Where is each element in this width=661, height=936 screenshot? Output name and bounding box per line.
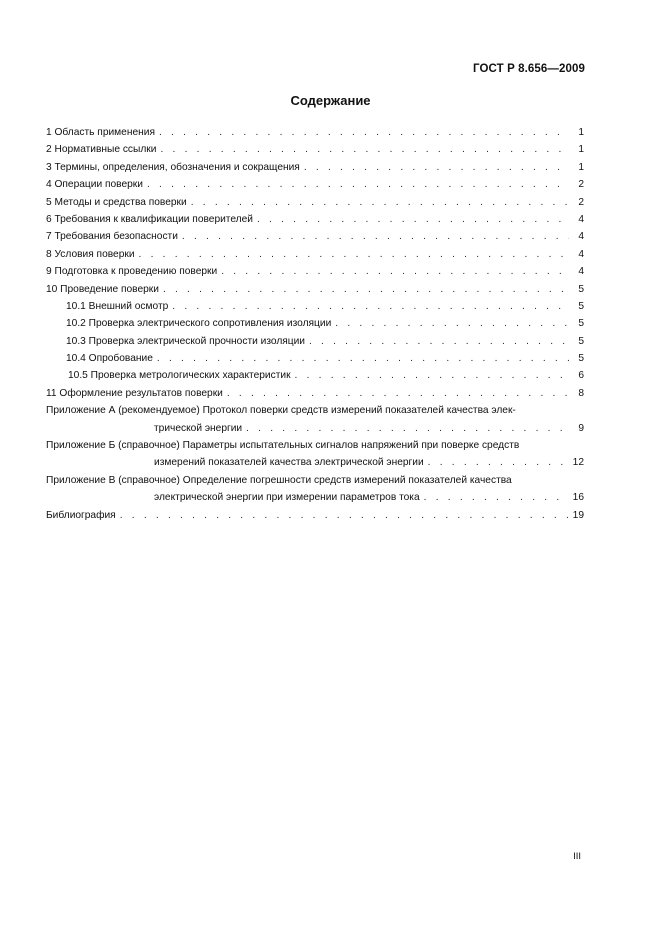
leader-dots <box>159 124 569 141</box>
leader-dots <box>191 194 569 211</box>
page-number: III <box>573 851 581 862</box>
toc-entry-3[interactable] <box>46 159 584 176</box>
toc-entry-page: 19 <box>572 509 584 521</box>
leader-dots <box>309 333 569 350</box>
toc-entry-6[interactable] <box>46 211 584 228</box>
appendix-title-line: Приложение А (рекомендуемое) Протокол поверки средств измерений показателей качества элек- <box>46 405 516 417</box>
leader-dots <box>424 489 569 506</box>
toc-entry-label: 8 Условия поверки <box>46 248 135 260</box>
appendix-continuation <box>46 420 584 437</box>
toc-entry-page: 6 <box>578 370 584 382</box>
appendix-continuation <box>46 489 584 506</box>
toc-entry-page: 4 <box>578 248 584 260</box>
toc-entry-label: 9 Подготовка к проведению поверки <box>46 266 218 278</box>
toc-entry-page: 5 <box>578 300 584 312</box>
toc-entry-page: 4 <box>578 213 584 225</box>
leader-dots <box>304 159 569 176</box>
toc-entry-10-3[interactable] <box>46 333 584 350</box>
toc-entry-10-5[interactable] <box>46 367 584 384</box>
leader-dots <box>246 420 569 437</box>
toc-entry-label: 6 Требования к квалификации поверителей <box>46 213 253 225</box>
toc-entry-label: 10.5 Проверка метрологических характеристик <box>68 370 291 382</box>
leader-dots <box>182 228 569 245</box>
leader-dots <box>428 454 569 471</box>
toc-entry-8[interactable] <box>46 246 584 263</box>
toc-entry-page: 8 <box>578 387 584 399</box>
toc-entry-label: 10.2 Проверка электрического сопротивления изоляции <box>66 318 332 330</box>
leader-dots <box>139 246 569 263</box>
toc-entry-label: 11 Оформление результатов поверки <box>46 387 223 399</box>
table-of-contents <box>46 124 584 524</box>
toc-appendix-b[interactable] <box>46 437 584 472</box>
toc-title: Содержание <box>290 93 371 108</box>
toc-entry-page: 1 <box>578 161 584 173</box>
toc-entry-11[interactable] <box>46 385 584 402</box>
toc-entry-label: 10.1 Внешний осмотр <box>66 300 169 312</box>
leader-dots <box>295 367 569 384</box>
toc-entry-7[interactable] <box>46 228 584 245</box>
toc-entry-10-2[interactable] <box>46 315 584 332</box>
leader-dots <box>227 385 569 402</box>
toc-entry-4[interactable] <box>46 176 584 193</box>
appendix-continuation <box>46 454 584 471</box>
toc-entry-page: 5 <box>578 283 584 295</box>
toc-entry-label: 3 Термины, определения, обозначения и сокращения <box>46 161 300 173</box>
toc-entry-label: 4 Операции поверки <box>46 179 143 191</box>
toc-entry-label: Библиография <box>46 509 116 521</box>
toc-entry-page: 2 <box>578 179 584 191</box>
toc-entry-label: 10 Проведение поверки <box>46 283 159 295</box>
leader-dots <box>147 176 569 193</box>
toc-entry-page: 1 <box>578 127 584 138</box>
toc-entry-label: 10.4 Опробование <box>66 353 153 365</box>
toc-entry-1[interactable] <box>46 124 584 141</box>
toc-entry-10[interactable] <box>46 281 584 298</box>
toc-entry-9[interactable] <box>46 263 584 280</box>
toc-entry-2[interactable] <box>46 141 584 158</box>
toc-entry-label: 10.3 Проверка электрической прочности изоляции <box>66 335 305 347</box>
leader-dots <box>163 281 569 298</box>
toc-entry-label: 7 Требования безопасности <box>46 231 178 243</box>
appendix-title-continuation: измерений показателей качества электрической энергии <box>154 457 424 469</box>
toc-entry-page: 4 <box>578 266 584 278</box>
leader-dots <box>157 350 569 367</box>
toc-entry-10-4[interactable] <box>46 350 584 367</box>
toc-entry-page: 5 <box>578 335 584 347</box>
toc-entry-10-1[interactable] <box>46 298 584 315</box>
leader-dots <box>172 298 569 315</box>
toc-entry-label: 1 Область применения <box>46 127 155 138</box>
toc-entry-bibliography[interactable] <box>46 507 584 524</box>
toc-entry-page: 5 <box>578 318 584 330</box>
toc-entry-label: 5 Методы и средства поверки <box>46 196 187 208</box>
toc-appendix-a[interactable] <box>46 402 584 437</box>
toc-entry-page: 16 <box>572 492 584 504</box>
leader-dots <box>221 263 569 280</box>
leader-dots <box>160 141 569 158</box>
toc-entry-page: 9 <box>578 422 584 434</box>
toc-entry-page: 2 <box>578 196 584 208</box>
toc-entry-label: 2 Нормативные ссылки <box>46 144 157 156</box>
toc-entry-page: 5 <box>578 353 584 365</box>
toc-entry-page: 4 <box>578 231 584 243</box>
document-code: ГОСТ Р 8.656—2009 <box>473 63 585 75</box>
toc-entry-5[interactable] <box>46 194 584 211</box>
appendix-title-continuation: электрической энергии при измерении параметров тока <box>154 492 420 504</box>
leader-dots <box>335 315 569 332</box>
appendix-title-line: Приложение В (справочное) Определение погрешности средств измерений показателей качества <box>46 474 512 486</box>
appendix-title-line: Приложение Б (справочное) Параметры испытательных сигналов напряжений при поверке средств <box>46 440 520 452</box>
toc-appendix-v[interactable] <box>46 472 584 507</box>
toc-entry-page: 12 <box>572 457 584 469</box>
appendix-title-continuation: трической энергии <box>154 422 243 434</box>
leader-dots <box>257 211 569 228</box>
toc-entry-page: 1 <box>578 144 584 156</box>
leader-dots <box>120 507 569 524</box>
